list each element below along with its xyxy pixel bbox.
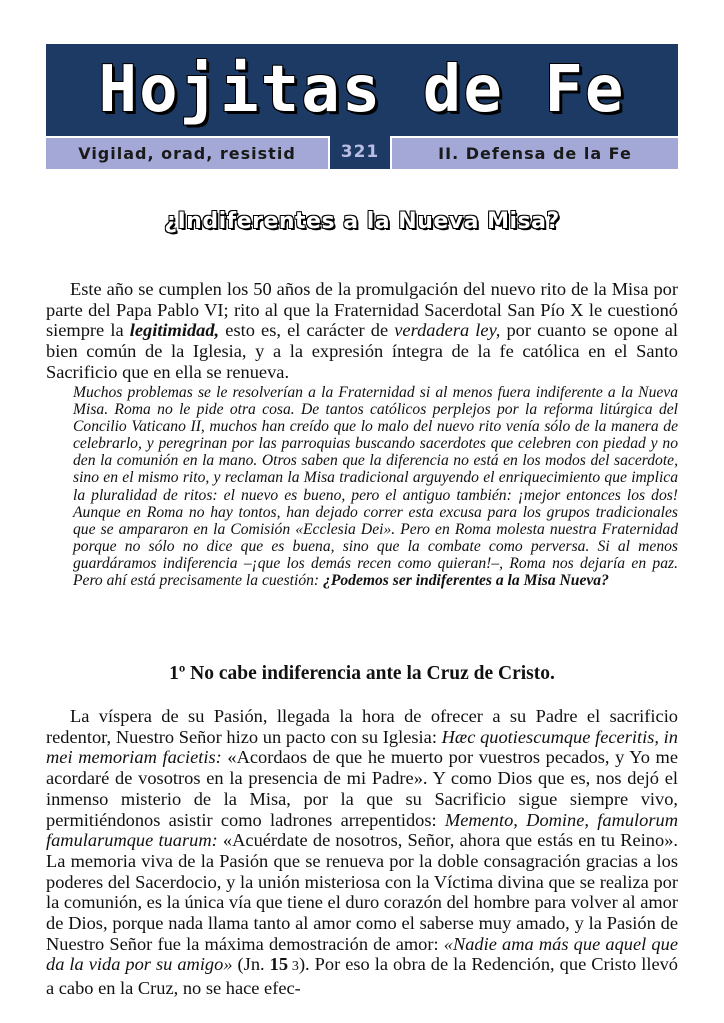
intro-text-2: esto es, el carácter de xyxy=(219,320,395,341)
section-heading: 1º No cabe indiferencia ante la Cruz de Cristo. xyxy=(169,663,555,684)
quote-question: ¿Podemos ser indiferentes a la Misa Nueva? xyxy=(323,572,609,590)
motto: Vigilad, orad, resistid xyxy=(46,138,328,169)
issue-number: 321 xyxy=(330,136,390,169)
section1-text-2: «Acordaos de que he muerto por vuestros pecados, y Yo me acordaré de vosotros en la presencia de mi Padre». Y como Dios que es, nos dejó el inmenso misterio de la Misa, por la que su Sacrificio sigue siempre vivo, permitiéndonos asistir como ladrones arrepentidos: xyxy=(46,747,679,830)
intro-text-3: por cuanto se opone al bien común de la Iglesia, y a la expresión íntegra de la fe católica en el Santo Sacrificio que en ella se renueva. xyxy=(46,320,679,382)
section1-latin-2: Memento, Domine, famulorum famularumque tuarum: xyxy=(46,809,678,851)
quote-block xyxy=(73,384,678,589)
masthead xyxy=(46,44,678,169)
publication-title: Hojitas de Fe xyxy=(98,53,626,127)
section1-text-4: (Jn. xyxy=(232,954,270,975)
section1-paragraph xyxy=(46,706,678,999)
section1-text-1: La víspera de su Pasión, llegada la hora de ofrecer a su Padre el sacrificio redentor, Nuestro Señor hizo un pacto con su Iglesia: xyxy=(46,706,678,747)
section1-quote: «Nadie ama más que aquel que da la vida por su amigo» xyxy=(46,933,678,975)
article-title: ¿Indiferentes a la Nueva Misa? xyxy=(164,209,560,234)
scripture-verse: 3 xyxy=(288,959,299,975)
intro-emphasis-legitimidad: legitimidad, xyxy=(129,320,220,341)
section1-latin-1: Hæc quotiescumque feceritis, in mei memoriam facietis: xyxy=(46,726,678,768)
scripture-chapter: 15 xyxy=(269,954,289,975)
section1-text-5: ). Por eso la obra de la Redención, que Cristo llevó a cabo en la Cruz, no se hace efec- xyxy=(46,954,678,999)
section1-text-3: «Acuérdate de nosotros, Señor, ahora que estás en tu Reino». La memoria viva de la Pasión que se renueva por la doble consagración gracias a los poderes del Sacerdocio, y la unión misteriosa con la Víctima divina que se realiza por la comunión, es la única vía que tiene el duro corazón del hombre para volver al amor de Dios, porque nada llama tanto al amor como el saberse muy amado, y la Pasión de Nuestro Señor fue la máxima demostración de amor: xyxy=(46,830,678,954)
intro-paragraph xyxy=(46,279,678,383)
quote-text: Muchos problemas se le resolverían a la Fraternidad si al menos fuera indiferente a la Nueva Misa. Roma no le pide otra cosa. De tantos católicos perplejos por la reforma litúrgica del Concilio Vaticano II, muchos han creído que lo malo del nuevo rito venía sólo de la manera de celebrarlo, y peregrinan por las parroquias buscando sacerdotes que celebren con piedad y no den la comunión en la mano. Otros saben que la diferencia no está en los modos del sacerdote, sino en el mismo rito, y reclaman la Misa tradicional arguyendo el enriquecimiento que implica la pluralidad de ritos: el nuevo es bueno, pero el antiguo también: ¡mejor entonces los dos! Aunque en Roma no hay tontos, han dejado correr esta excusa para los grupos tradicionales que se ampararon en la Comisión «Ecclesia Dei». Pero en Roma molesta nuestra Fraternidad porque no sólo no dice que es buena, sino que la combate como perversa. Si al menos guardáramos indiferencia –¡que los demás recen como quieran!–, Roma nos dejaría en paz. Pero ahí está precisamente la cuestión: xyxy=(73,384,678,590)
masthead-banner xyxy=(46,44,678,136)
intro-emphasis-ley: verdadera ley, xyxy=(394,320,501,341)
masthead-band xyxy=(46,136,678,169)
section-label: II. Defensa de la Fe xyxy=(392,138,678,169)
intro-text-1: Este año se cumplen los 50 años de la promulgación del nuevo rito de la Misa por parte del Papa Pablo VI; rito al que la Fraternidad Sacerdotal San Pío X le cuestionó siempre la xyxy=(46,279,678,341)
